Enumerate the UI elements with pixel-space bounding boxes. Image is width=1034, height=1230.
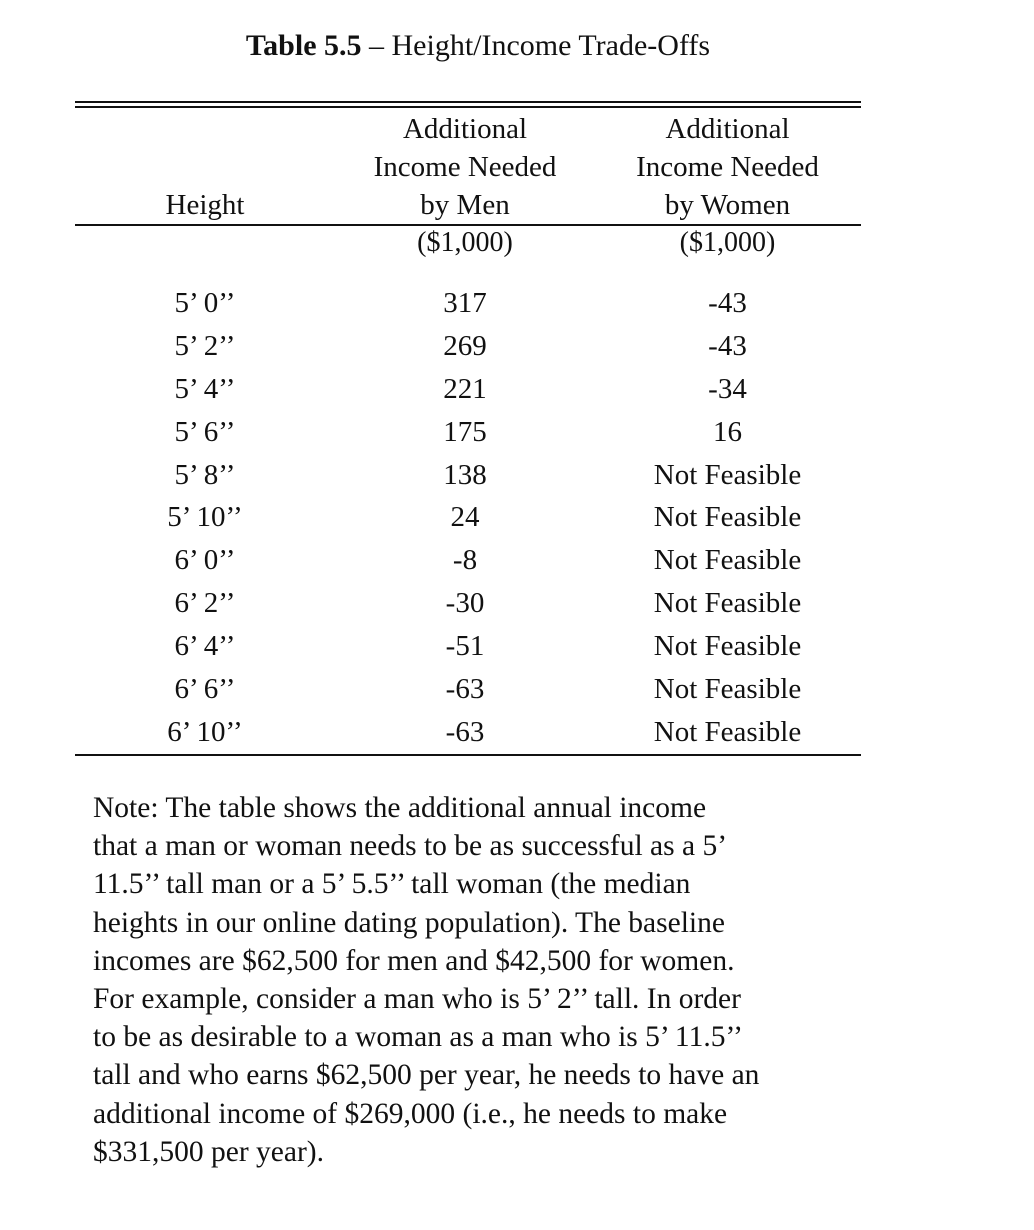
height-cell: 6’ 0’’: [174, 544, 236, 577]
men-income-cell: -63: [445, 715, 485, 748]
height-cell: 5’ 0’’: [174, 287, 236, 319]
women-income-cell: Not Feasible: [653, 715, 802, 748]
men-income-cell: -30: [445, 587, 485, 620]
header-women-line: Income Needed: [636, 151, 819, 183]
header-men-line: Income Needed: [373, 151, 557, 183]
men-income-cell: -51: [445, 630, 485, 663]
table-top-rule: [75, 101, 861, 108]
women-income-cell: Not Feasible: [653, 544, 802, 577]
women-units: ($1,000): [679, 227, 776, 258]
height-cell: 6’ 10’’: [167, 715, 243, 748]
header-women-line: by Women: [664, 189, 791, 221]
note-line: Note: The table shows the additional annual income: [93, 792, 707, 824]
table-row: [75, 325, 861, 368]
women-income-cell: 16: [713, 415, 742, 448]
men-income-cell: 317: [443, 287, 487, 319]
table-row: [75, 539, 861, 582]
height-cell: 6’ 2’’: [174, 587, 236, 620]
women-income-cell: Not Feasible: [653, 458, 802, 491]
note-line: $331,500 per year).: [93, 1135, 325, 1168]
table-number: Table 5.5: [245, 29, 362, 62]
men-units: ($1,000): [417, 227, 513, 258]
note-line: additional income of $269,000 (i.e., he needs to make: [93, 1097, 728, 1130]
table-row: [75, 582, 861, 625]
header-men-line: Additional: [402, 113, 528, 145]
header-men: [345, 110, 585, 224]
women-income-cell: Not Feasible: [653, 587, 802, 620]
units-row: [75, 226, 861, 264]
men-income-cell: 269: [443, 329, 487, 362]
men-income-cell: 221: [443, 372, 487, 405]
note-line: For example, consider a man who is 5’ 2’’ tall. In order: [93, 983, 741, 1016]
height-income-table: [75, 101, 861, 756]
men-income-cell: -8: [452, 544, 478, 577]
table-row: [75, 411, 861, 454]
women-income-cell: Not Feasible: [653, 501, 802, 534]
note-line: incomes are $62,500 for men and $42,500 for women.: [93, 944, 735, 977]
women-income-cell: -43: [708, 287, 747, 319]
women-income-cell: Not Feasible: [653, 630, 802, 663]
table-row: [75, 454, 861, 497]
table-note: [93, 789, 853, 1171]
men-income-cell: 24: [450, 501, 480, 534]
height-cell: 5’ 2’’: [174, 329, 236, 362]
women-income-cell: -34: [708, 372, 747, 405]
height-cell: 5’ 8’’: [174, 458, 236, 491]
women-income-cell: -43: [708, 329, 747, 362]
table-row: [75, 711, 861, 754]
men-income-cell: 175: [443, 415, 487, 448]
note-line: to be as desirable to a woman as a man who is 5’ 11.5’’: [93, 1021, 743, 1054]
header-women: [600, 110, 855, 224]
women-income-cell: Not Feasible: [653, 673, 802, 706]
height-cell: 5’ 10’’: [167, 501, 243, 534]
header-height: [75, 186, 335, 224]
height-cell: 5’ 6’’: [174, 415, 236, 448]
table-row: [75, 368, 861, 411]
table-row: [75, 282, 861, 325]
note-line: tall and who earns $62,500 per year, he needs to have an: [93, 1059, 760, 1092]
men-income-cell: -63: [445, 673, 485, 706]
height-cell: 6’ 6’’: [174, 673, 236, 706]
table-caption: – Height/Income Trade-Offs: [361, 29, 711, 62]
table-bottom-rule: [75, 754, 861, 756]
table-title: [0, 26, 956, 66]
table-row: [75, 668, 861, 711]
note-line: heights in our online dating population). The baseline: [93, 906, 725, 939]
table-body: [75, 282, 861, 754]
note-line: that a man or woman needs to be as successful as a 5’: [93, 830, 728, 863]
header-women-line: Additional: [665, 113, 790, 145]
height-cell: 5’ 4’’: [174, 372, 236, 405]
table-row: [75, 496, 861, 539]
table-row: [75, 625, 861, 668]
table-header: [75, 108, 861, 224]
note-line: 11.5’’ tall man or a 5’ 5.5’’ tall woman (the median: [93, 868, 691, 901]
men-income-cell: 138: [443, 458, 487, 491]
header-height-line: Height: [165, 189, 245, 221]
height-cell: 6’ 4’’: [174, 630, 236, 663]
header-men-line: by Men: [420, 189, 510, 221]
